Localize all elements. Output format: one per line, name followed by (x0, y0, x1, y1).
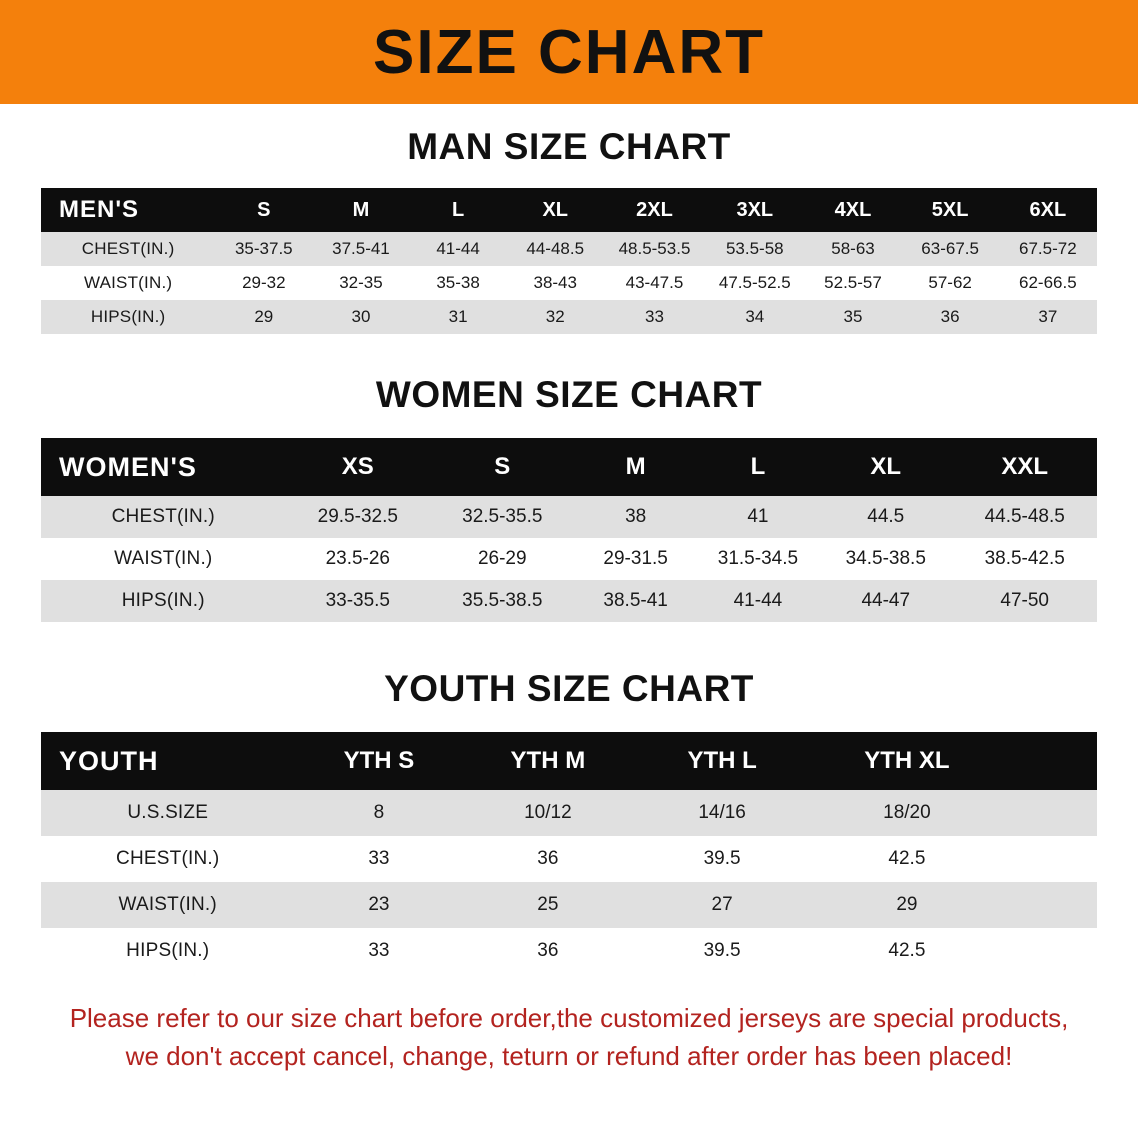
youth-col-0: YTH S (294, 732, 463, 790)
man-cell-2-6: 35 (804, 300, 901, 334)
youth-cell-2-1: 25 (463, 882, 632, 928)
man-cell-2-7: 36 (902, 300, 999, 334)
women-cell-2-3: 41-44 (697, 580, 819, 622)
man-cell-1-2: 35-38 (410, 266, 507, 300)
youth-col-3: YTH XL (812, 732, 1002, 790)
women-col-4: XL (819, 438, 952, 496)
man-cell-1-7: 57-62 (902, 266, 999, 300)
youth-col-1: YTH M (463, 732, 632, 790)
women-col-0: XS (286, 438, 430, 496)
man-cell-0-5: 53.5-58 (705, 232, 804, 266)
man-cell-0-0: 35-37.5 (215, 232, 312, 266)
youth-header-label: YOUTH (41, 732, 294, 790)
women-cell-2-5: 47-50 (952, 580, 1097, 622)
man-col-4: 2XL (604, 188, 705, 232)
page-banner (0, 0, 1138, 104)
women-size-table-wrap (41, 438, 1097, 622)
youth-cell-1-3: 42.5 (812, 836, 1002, 882)
man-col-7: 5XL (902, 188, 999, 232)
man-cell-1-1: 32-35 (312, 266, 409, 300)
youth-cell-1-2: 39.5 (632, 836, 812, 882)
women-cell-0-2: 38 (575, 496, 697, 538)
women-row-0-label: CHEST(IN.) (41, 496, 286, 538)
table-header-row (41, 188, 1097, 232)
youth-cell-0-0: 8 (294, 790, 463, 836)
women-col-3: L (697, 438, 819, 496)
man-cell-2-0: 29 (215, 300, 312, 334)
man-cell-1-3: 38-43 (507, 266, 604, 300)
youth-cell-1-0: 33 (294, 836, 463, 882)
man-cell-0-1: 37.5-41 (312, 232, 409, 266)
youth-cell-3-3: 42.5 (812, 928, 1002, 974)
youth-section-title: YOUTH SIZE CHART (384, 668, 754, 709)
youth-cell-3-spacer (1002, 928, 1097, 974)
table-header-row (41, 438, 1097, 496)
women-cell-0-5: 44.5-48.5 (952, 496, 1097, 538)
youth-cell-3-0: 33 (294, 928, 463, 974)
women-size-table (41, 438, 1097, 622)
table-row (41, 232, 1097, 266)
table-row (41, 496, 1097, 538)
order-policy-note-line-1: Please refer to our size chart before order,the customized jerseys are special products, (69, 1003, 1069, 1033)
table-row (41, 928, 1097, 974)
women-cell-2-4: 44-47 (819, 580, 952, 622)
table-row (41, 882, 1097, 928)
man-header-label: MEN'S (41, 188, 215, 232)
youth-row-0-label: U.S.SIZE (41, 790, 294, 836)
man-cell-1-0: 29-32 (215, 266, 312, 300)
man-cell-2-2: 31 (410, 300, 507, 334)
man-col-6: 4XL (804, 188, 901, 232)
women-col-5: XXL (952, 438, 1097, 496)
man-size-table (41, 188, 1097, 334)
man-cell-1-6: 52.5-57 (804, 266, 901, 300)
youth-row-3-label: HIPS(IN.) (41, 928, 294, 974)
women-cell-2-1: 35.5-38.5 (430, 580, 574, 622)
women-cell-0-1: 32.5-35.5 (430, 496, 574, 538)
table-row (41, 538, 1097, 580)
table-row (41, 266, 1097, 300)
youth-size-table-wrap (41, 732, 1097, 974)
man-cell-0-6: 58-63 (804, 232, 901, 266)
women-col-2: M (575, 438, 697, 496)
man-row-1-label: WAIST(IN.) (41, 266, 215, 300)
page-title: SIZE CHART (373, 18, 765, 87)
man-cell-2-3: 32 (507, 300, 604, 334)
women-cell-1-0: 23.5-26 (286, 538, 430, 580)
man-cell-2-5: 34 (705, 300, 804, 334)
youth-row-2-label: WAIST(IN.) (41, 882, 294, 928)
youth-size-table (41, 732, 1097, 974)
women-cell-0-4: 44.5 (819, 496, 952, 538)
youth-col-2: YTH L (632, 732, 812, 790)
women-cell-0-3: 41 (697, 496, 819, 538)
man-size-table-wrap (41, 188, 1097, 334)
women-cell-0-0: 29.5-32.5 (286, 496, 430, 538)
man-section-title: MAN SIZE CHART (407, 126, 731, 167)
man-col-3: XL (507, 188, 604, 232)
man-cell-1-8: 62-66.5 (999, 266, 1097, 300)
youth-cell-2-0: 23 (294, 882, 463, 928)
order-policy-note-line-2: we don't accept cancel, change, teturn or refund after order has been placed! (125, 1040, 1013, 1071)
youth-cell-2-2: 27 (632, 882, 812, 928)
youth-cell-2-3: 29 (812, 882, 1002, 928)
youth-cell-0-1: 10/12 (463, 790, 632, 836)
man-col-0: S (215, 188, 312, 232)
women-header-label: WOMEN'S (41, 438, 286, 496)
women-row-2-label: HIPS(IN.) (41, 580, 286, 622)
youth-cell-3-1: 36 (463, 928, 632, 974)
man-col-8: 6XL (999, 188, 1097, 232)
man-cell-0-8: 67.5-72 (999, 232, 1097, 266)
man-col-2: L (410, 188, 507, 232)
man-row-0-label: CHEST(IN.) (41, 232, 215, 266)
man-cell-2-8: 37 (999, 300, 1097, 334)
table-row (41, 300, 1097, 334)
man-col-5: 3XL (705, 188, 804, 232)
youth-cell-0-3: 18/20 (812, 790, 1002, 836)
youth-cell-2-spacer (1002, 882, 1097, 928)
table-row (41, 580, 1097, 622)
women-cell-2-2: 38.5-41 (575, 580, 697, 622)
youth-row-1-label: CHEST(IN.) (41, 836, 294, 882)
women-cell-1-5: 38.5-42.5 (952, 538, 1097, 580)
youth-col-spacer (1002, 732, 1097, 790)
women-cell-1-2: 29-31.5 (575, 538, 697, 580)
women-section-title: WOMEN SIZE CHART (375, 374, 763, 415)
man-cell-2-1: 30 (312, 300, 409, 334)
women-cell-1-3: 31.5-34.5 (697, 538, 819, 580)
man-cell-1-4: 43-47.5 (604, 266, 705, 300)
man-cell-0-3: 44-48.5 (507, 232, 604, 266)
table-header-row (41, 732, 1097, 790)
women-cell-1-4: 34.5-38.5 (819, 538, 952, 580)
youth-cell-3-2: 39.5 (632, 928, 812, 974)
women-cell-2-0: 33-35.5 (286, 580, 430, 622)
women-cell-1-1: 26-29 (430, 538, 574, 580)
table-row (41, 836, 1097, 882)
man-col-1: M (312, 188, 409, 232)
man-cell-1-5: 47.5-52.5 (705, 266, 804, 300)
man-cell-0-2: 41-44 (410, 232, 507, 266)
youth-cell-1-1: 36 (463, 836, 632, 882)
man-cell-0-7: 63-67.5 (902, 232, 999, 266)
youth-cell-0-spacer (1002, 790, 1097, 836)
youth-cell-0-2: 14/16 (632, 790, 812, 836)
women-row-1-label: WAIST(IN.) (41, 538, 286, 580)
order-policy-note (39, 1000, 1099, 1075)
man-cell-0-4: 48.5-53.5 (604, 232, 705, 266)
table-row (41, 790, 1097, 836)
man-row-2-label: HIPS(IN.) (41, 300, 215, 334)
man-cell-2-4: 33 (604, 300, 705, 334)
youth-cell-1-spacer (1002, 836, 1097, 882)
women-col-1: S (430, 438, 574, 496)
